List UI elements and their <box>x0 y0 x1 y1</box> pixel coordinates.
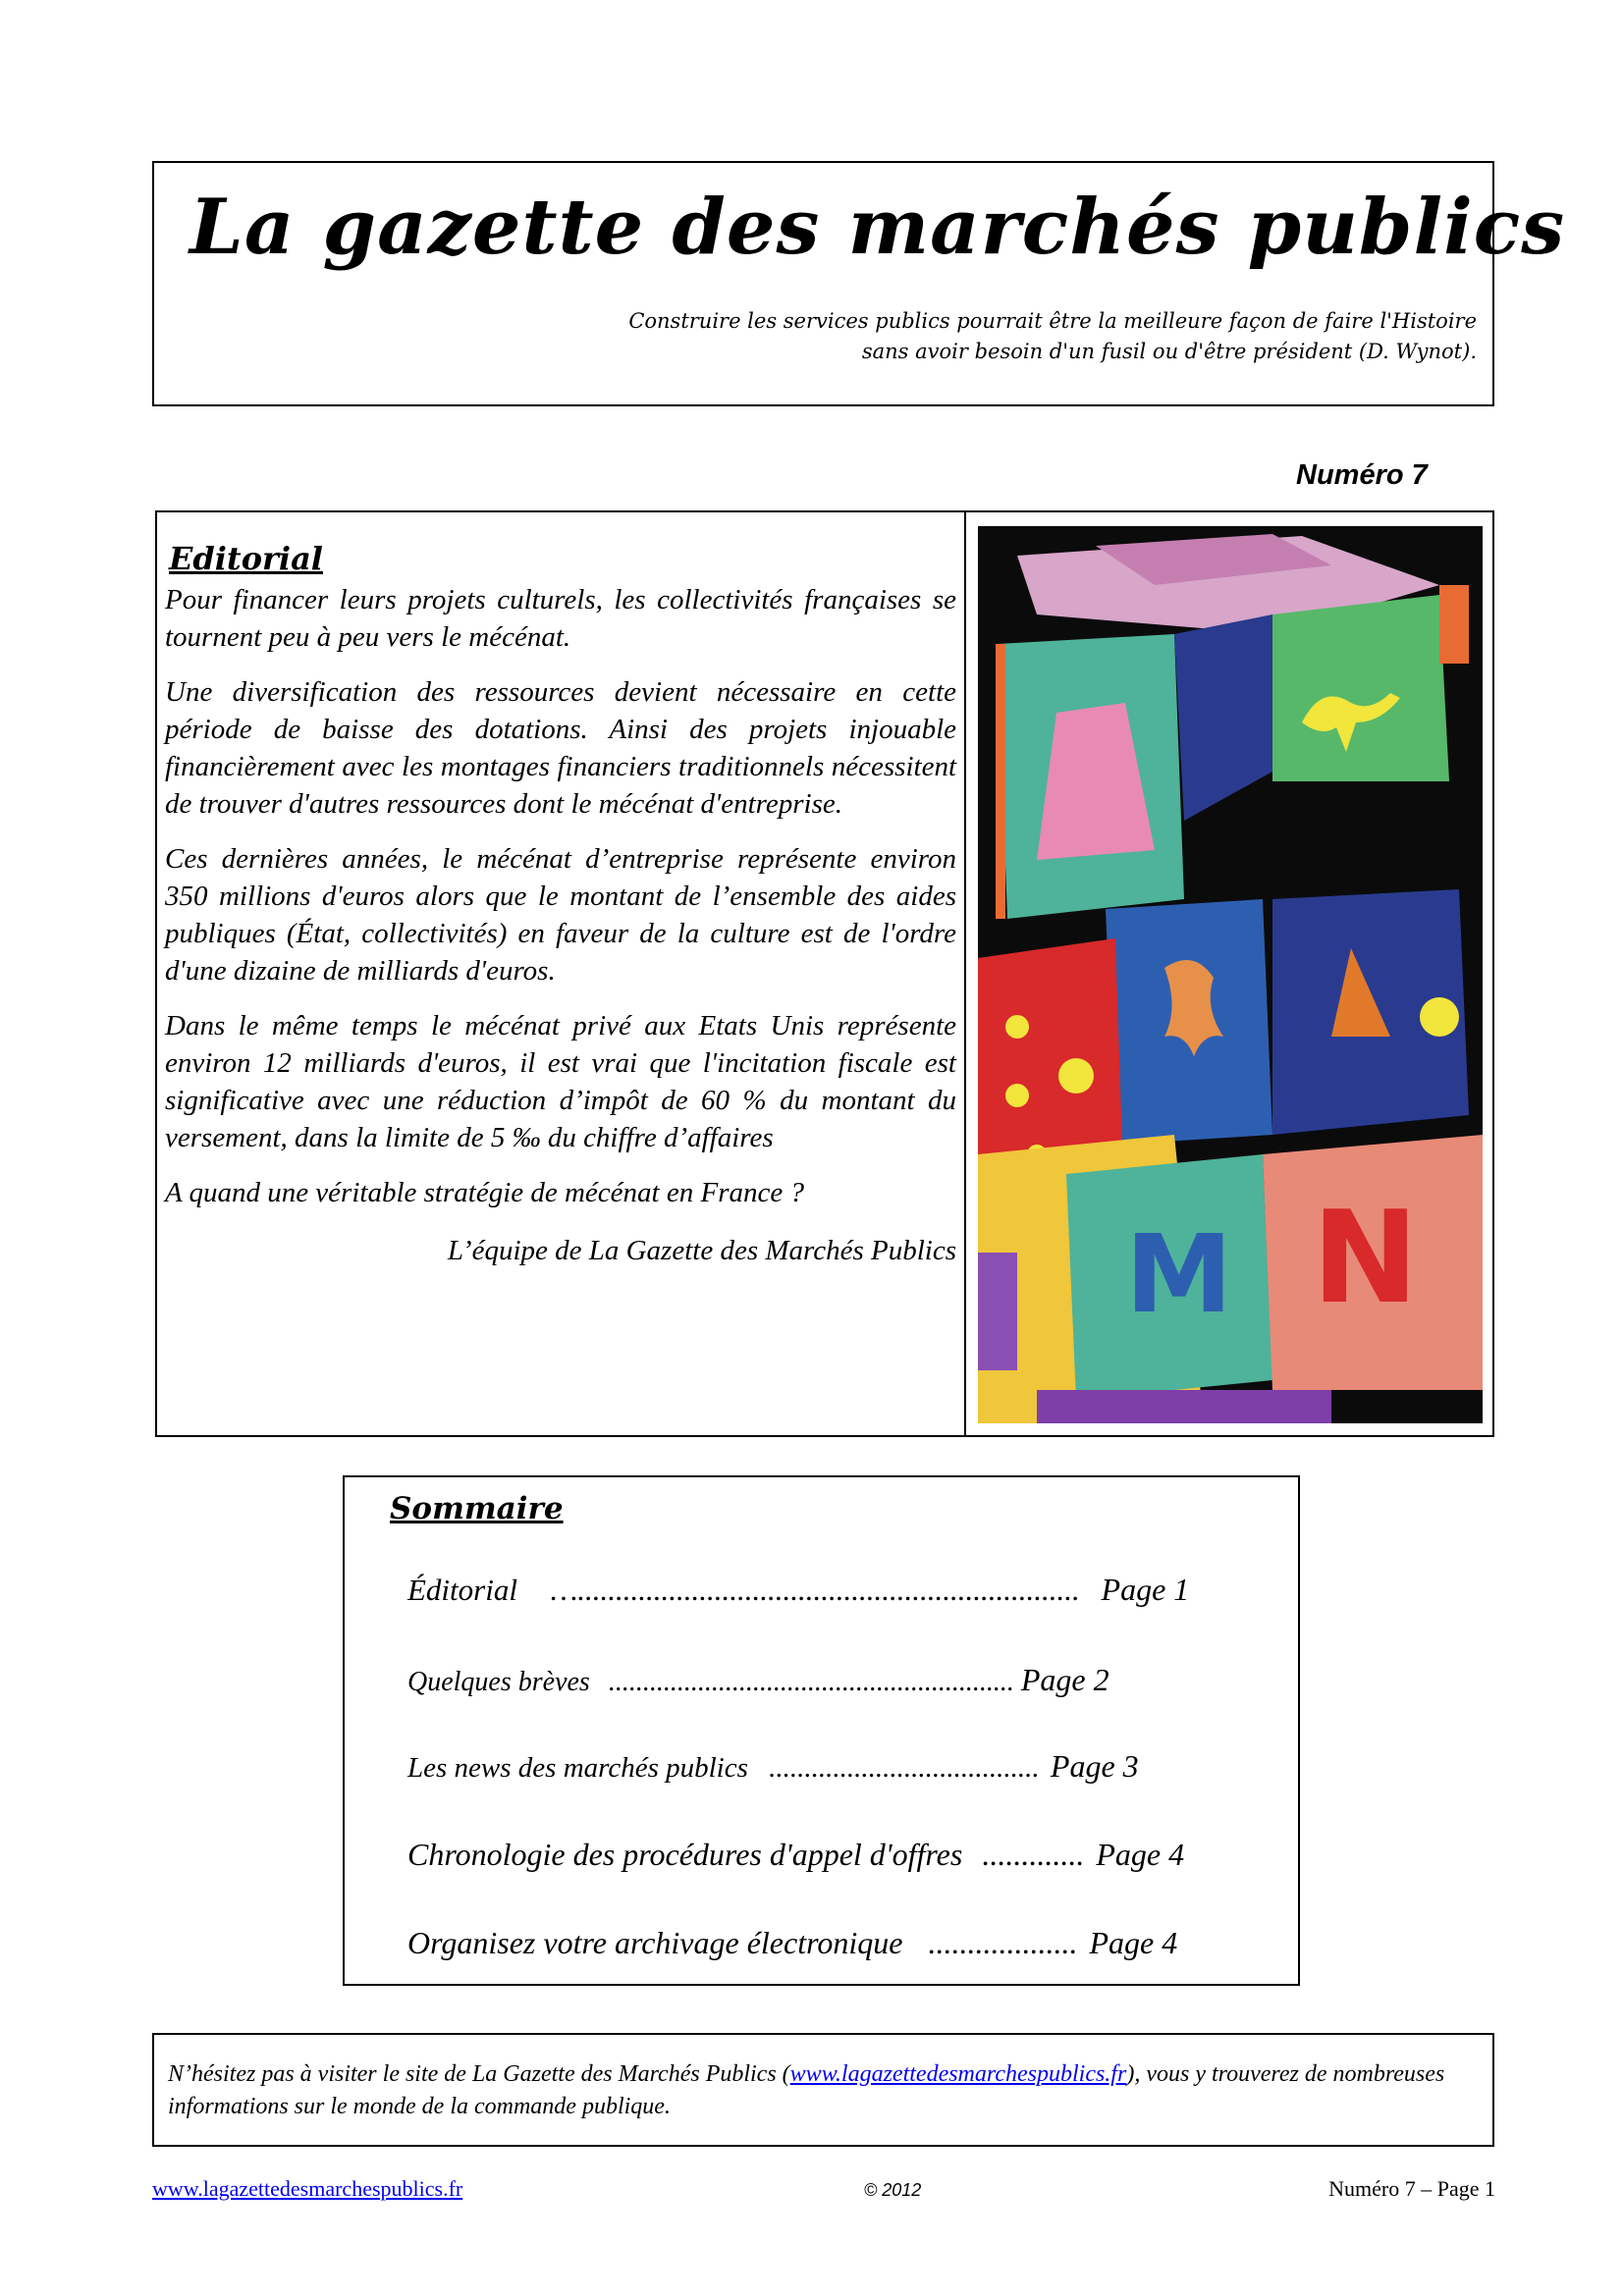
issue-number: Numéro 7 <box>1296 459 1428 491</box>
editorial-paragraph: Une diversification des ressources devient nécessaire en cette période de baisse des dotations. Ainsi des projets injouable financièrement avec les montages financiers traditionnels nécessitent de trouver d'autres ressources dont le mécénat d'entreprise. <box>165 676 956 820</box>
toc-label: Chronologie des procédures d'appel d'offres <box>407 1837 963 1872</box>
toc-item <box>407 1572 1262 1608</box>
toc-leader: ........................................................... <box>608 1667 1014 1697</box>
note-text-after: ), vous y trouverez de nombreuses informations sur le monde de la commande publique. <box>168 2061 1445 2119</box>
toc-leader: ….................................................................. <box>550 1573 1080 1607</box>
quote-line-1: Construire les services publics pourrait être la meilleure façon de faire l'Histoire <box>628 309 1477 333</box>
editorial-box <box>155 510 1494 1437</box>
newsletter-title: La gazette des marchés publics <box>189 183 1566 272</box>
toc-page: Page 4 <box>1096 1837 1185 1872</box>
footer-website-link[interactable]: www.lagazettedesmarchespublics.fr <box>152 2176 463 2201</box>
editorial-paragraph: Dans le même temps le mécénat privé aux Etats Unis représente environ 12 milliards d'euros, il est vrai que l'incitation fiscale est significative avec une réduction d’impôt de 60 % du montant du versement, dans la limite de 5 ‰ du chiffre d’affaires <box>165 1010 956 1153</box>
editorial-signature: L’équipe de La Gazette des Marchés Publics <box>447 1235 956 1266</box>
editorial-heading: Editorial <box>169 540 323 577</box>
toc-leader: ............. <box>982 1837 1085 1872</box>
toc-leader: ...................................... <box>769 1752 1040 1784</box>
foam-blocks-photo <box>978 526 1483 1423</box>
toc-label: Organisez votre archivage électronique <box>407 1925 903 1960</box>
toc-label: Éditorial <box>407 1573 517 1607</box>
photo-letter-n: N <box>1312 1183 1419 1332</box>
page-number: Numéro 7 – Page 1 <box>1328 2176 1495 2201</box>
table-of-contents <box>343 1475 1300 1986</box>
toc-item <box>407 1925 1262 1961</box>
note-text-before: N’hésitez pas à visiter le site de La Gazette des Marchés Publics ( <box>168 2061 790 2087</box>
toc-label: Quelques brèves <box>407 1667 590 1697</box>
column-divider <box>964 512 966 1435</box>
toc-page: Page 4 <box>1089 1925 1178 1960</box>
editorial-column <box>165 540 956 1267</box>
photo-letter-m: M <box>1125 1211 1233 1337</box>
toc-item <box>407 1837 1262 1873</box>
toc-title: Sommaire <box>390 1491 564 1526</box>
masthead <box>152 161 1566 406</box>
quote-line-2: sans avoir besoin d'un fusil ou d'être président (D. Wynot). <box>861 340 1477 363</box>
editorial-paragraph: Pour financer leurs projets culturels, les collectivités françaises se tournent peu à peu vers le mécénat. <box>165 584 956 653</box>
toc-page: Page 2 <box>1020 1662 1109 1697</box>
toc-item <box>407 1748 1262 1785</box>
copyright: © 2012 <box>864 2180 922 2200</box>
website-link[interactable]: www.lagazettedesmarchespublics.fr <box>789 2061 1127 2087</box>
foam-blocks-illustration <box>978 526 1483 1423</box>
masthead-quote <box>628 306 1477 367</box>
toc-page: Page 1 <box>1101 1572 1190 1607</box>
website-note <box>152 2033 1494 2147</box>
toc-leader: ................... <box>928 1925 1078 1960</box>
toc-item <box>407 1662 1262 1698</box>
toc-page: Page 3 <box>1050 1748 1139 1784</box>
toc-label: Les news des marchés publics <box>407 1752 748 1784</box>
editorial-paragraph: Ces dernières années, le mécénat d’entreprise représente environ 350 millions d'euros alors que le montant de l’ensemble des aides publiques (État, collectivités) en faveur de la culture est de l'ordre d'une dizaine de milliards d'euros. <box>165 843 956 987</box>
editorial-paragraph: A quand une véritable stratégie de mécénat en France ? <box>165 1177 804 1208</box>
